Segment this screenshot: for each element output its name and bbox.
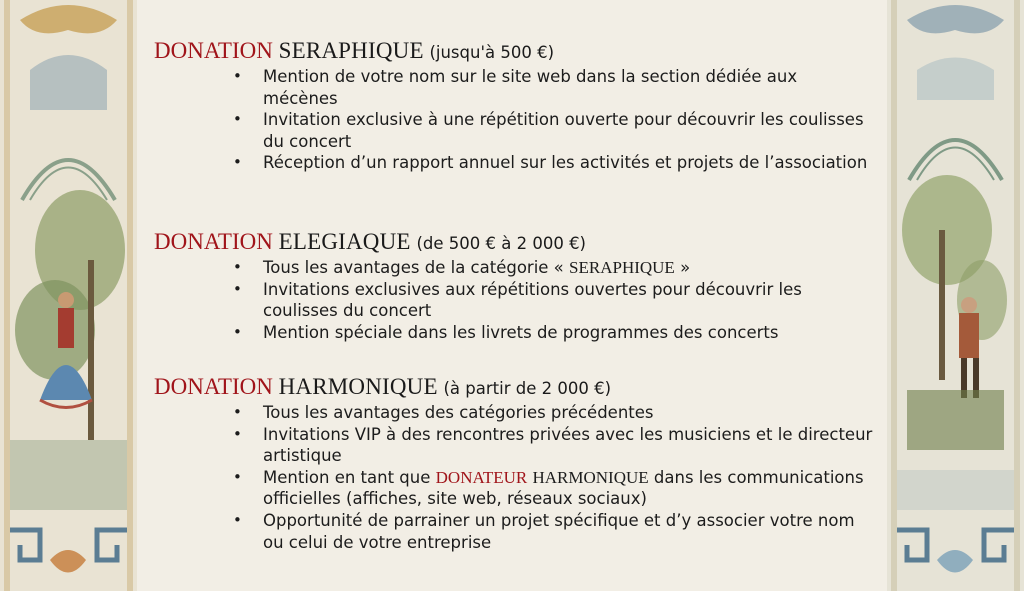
heading-label: DONATION	[154, 229, 273, 254]
list-item	[233, 510, 873, 553]
right-decorative-painting	[887, 0, 1024, 591]
benefit-text: Invitations exclusives aux répétitions ouvertes pour découvrir les coulisses du concert	[263, 279, 802, 321]
benefit-text: Tous les avantages de la catégorie «	[263, 258, 570, 277]
tier-range: (jusqu'à 500 €)	[429, 43, 555, 62]
tier-harmonique	[154, 374, 874, 553]
tier-seraphique-benefits	[233, 66, 873, 174]
list-item	[233, 109, 873, 152]
benefit-text: Opportunité de parrainer un projet spécifique et d’y associer votre nom ou celui de votre entreprise	[263, 510, 855, 552]
left-decorative-painting	[0, 0, 137, 591]
tier-range: (à partir de 2 000 €)	[443, 379, 612, 398]
list-item	[233, 467, 873, 510]
bullet-icon: •	[233, 279, 242, 298]
rococo-man-illustration	[887, 0, 1024, 591]
list-item	[233, 66, 873, 109]
list-item	[233, 322, 873, 344]
bullet-icon: •	[233, 510, 242, 529]
benefit-text: Mention en tant que	[263, 467, 436, 487]
list-item	[233, 279, 873, 322]
list-item	[233, 424, 873, 467]
list-item	[233, 257, 873, 279]
heading-label: DONATION	[154, 374, 273, 399]
benefit-text: dans les communications officielles (affiches, site web, réseaux sociaux)	[263, 467, 864, 509]
tier-harmonique-benefits	[233, 402, 873, 553]
benefit-text: Invitation exclusive à une répétition ouverte pour découvrir les coulisses du concert	[263, 110, 864, 151]
tier-reference: HARMONIQUE	[532, 467, 649, 487]
tier-harmonique-heading	[154, 374, 874, 402]
bullet-icon: •	[233, 424, 242, 443]
benefit-text: Réception d’un rapport annuel sur les activités et projets de l’association	[263, 153, 868, 173]
benefit-text: Invitations VIP à des rencontres privées avec les musiciens et le directeur artistique	[263, 424, 873, 466]
bullet-icon: •	[233, 403, 242, 421]
tier-elegiaque-benefits	[233, 257, 873, 343]
donor-label: DONATEUR	[435, 467, 528, 487]
tier-elegiaque	[154, 229, 874, 343]
benefit-text: Mention spéciale dans les livrets de programmes des concerts	[263, 322, 779, 342]
rococo-woman-illustration	[0, 0, 137, 591]
bullet-icon: •	[233, 67, 242, 85]
benefit-text: Mention de votre nom sur le site web dans la section dédiée aux mécènes	[263, 67, 798, 108]
tier-reference: SERAPHIQUE	[569, 258, 675, 277]
tier-name: SERAPHIQUE	[278, 38, 424, 63]
benefit-text: »	[674, 258, 691, 277]
tier-range: (de 500 € à 2 000 €)	[416, 234, 586, 253]
bullet-icon: •	[233, 258, 242, 276]
tier-name: HARMONIQUE	[278, 374, 438, 399]
donation-tiers-content	[137, 0, 887, 591]
list-item	[233, 402, 873, 424]
tier-name: ELEGIAQUE	[278, 229, 411, 254]
benefit-text: Tous les avantages des catégories précédentes	[263, 403, 654, 422]
tier-elegiaque-heading	[154, 229, 874, 257]
bullet-icon: •	[233, 467, 242, 486]
bullet-icon: •	[233, 153, 242, 172]
tier-seraphique-heading	[154, 38, 874, 66]
bullet-icon: •	[233, 322, 242, 341]
list-item	[233, 152, 873, 174]
bullet-icon: •	[233, 110, 242, 129]
tier-seraphique	[154, 38, 874, 174]
heading-label: DONATION	[154, 38, 273, 63]
